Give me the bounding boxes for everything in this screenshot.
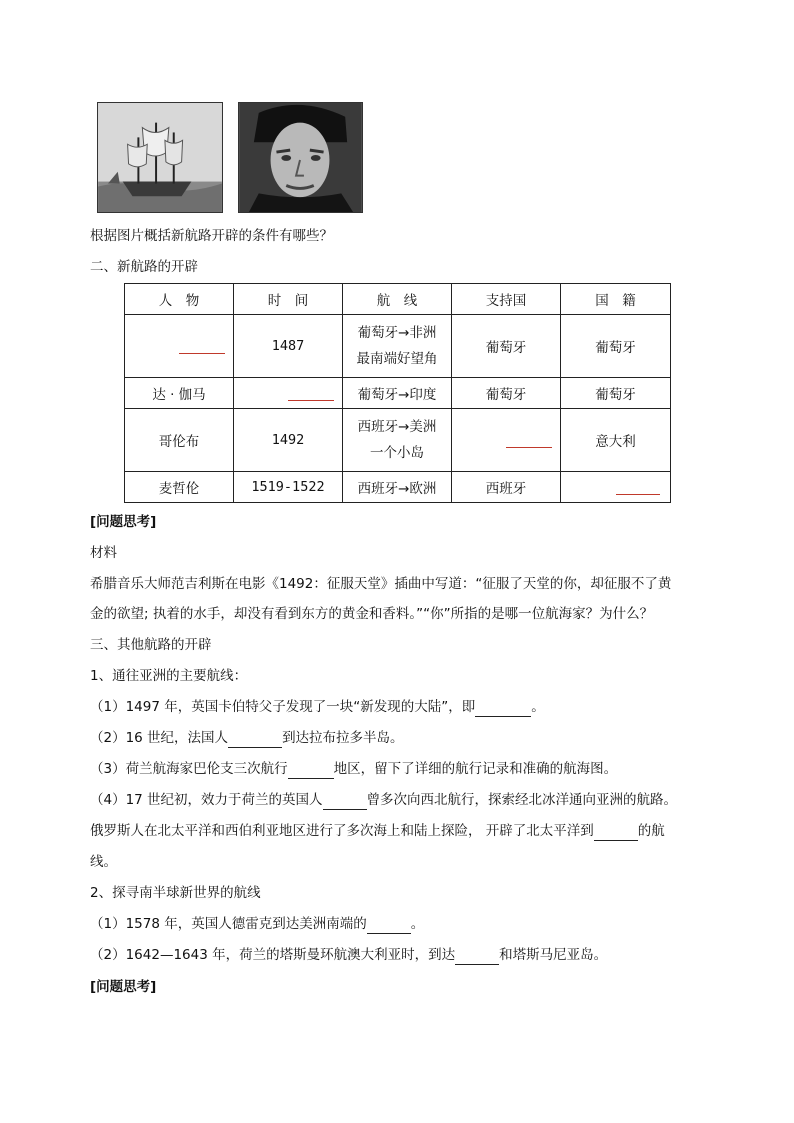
header-time: 时 间 [234,284,343,315]
item-barents: （3）荷兰航海家巴伦支三次航行 地区，留下了详细的航行记录和准确的航海图。 [90,761,618,777]
navigators-table [124,283,671,503]
portrait-image [239,103,362,212]
route-cell: 西班牙→欧洲 [343,472,452,503]
answer-blank[interactable] [288,764,334,779]
answer-blank[interactable] [594,826,638,841]
item-french: （2）16 世纪，法国人 到达拉布拉多半岛。 [90,730,404,746]
table-header-row [125,284,671,315]
table-row [125,315,671,378]
ship-image [97,102,223,213]
table-row [125,378,671,409]
person-cell: 麦哲伦 [125,472,234,503]
item-cabot: （1）1497 年，英国卡伯特父子发现了一块“新发现的大陆”，即 。 [90,699,545,715]
supporter-cell: 西班牙 [452,472,561,503]
item-drake: （1）1578 年，英国人德雷克到达美洲南端的 。 [90,916,425,932]
portrait-image [238,102,363,213]
section-title-other-routes: 三、其他航路的开辟 [90,637,212,653]
answer-blank[interactable] [616,484,660,495]
nationality-cell: 意大利 [561,409,671,472]
table-row [125,472,671,503]
material-text-2: 金的欲望; 执着的水手，却没有看到东方的黄金和香料。”“你”所指的是哪一位航海家？为什么？ [90,606,654,622]
question-image-conditions: 根据图片概括新航路开辟的条件有哪些？ [90,228,333,244]
answer-blank[interactable] [228,733,282,748]
header-nationality: 国 籍 [561,284,671,315]
answer-blank[interactable] [455,950,499,965]
supporter-cell: 葡萄牙 [452,315,561,378]
header-supporter: 支持国 [452,284,561,315]
subsection-asia-routes: 1、通往亚洲的主要航线： [90,668,248,684]
answer-blank[interactable] [288,390,334,401]
time-cell: 1519-1522 [234,472,343,503]
nationality-cell: 葡萄牙 [561,315,671,378]
time-cell [234,378,343,409]
table-row [125,409,671,472]
nationality-cell: 葡萄牙 [561,378,671,409]
supporter-cell [452,409,561,472]
route-cell: 西班牙→美洲 一个小岛 [343,409,452,472]
answer-blank[interactable] [323,795,367,810]
material-text-1: 希腊音乐大师范吉利斯在电影《1492：征服天堂》插曲中写道：“征服了天堂的你，却征服不了黄 [90,576,672,592]
think-title-2: [问题思考] [90,979,157,995]
item-russia-cont: 线。 [90,854,117,870]
think-title: [问题思考] [90,514,157,530]
section-title-new-routes: 二、新航路的开辟 [90,259,198,275]
person-cell: 达 · 伽马 [125,378,234,409]
answer-blank[interactable] [475,702,531,717]
caravel-ship-image [98,103,222,212]
item-hudson: （4）17 世纪初，效力于荷兰的英国人 曾多次向西北航行，探索经北冰洋通向亚洲的航路。 [90,792,678,808]
item-tasman: （2）1642—1643 年，荷兰的塔斯曼环航澳大利亚时，到达 和塔斯马尼亚岛。 [90,947,608,963]
subsection-south-routes: 2、探寻南半球新世界的航线 [90,885,261,901]
material-label: 材料 [90,545,117,561]
item-russia: 俄罗斯人在北太平洋和西伯利亚地区进行了多次海上和陆上探险， 开辟了北太平洋到 的航 [90,823,665,839]
supporter-cell: 葡萄牙 [452,378,561,409]
answer-blank[interactable] [367,919,411,934]
header-person: 人 物 [125,284,234,315]
route-cell: 葡萄牙→印度 [343,378,452,409]
answer-blank[interactable] [506,437,552,448]
person-cell: 哥伦布 [125,409,234,472]
answer-blank[interactable] [179,343,225,354]
time-cell: 1492 [234,409,343,472]
route-cell: 葡萄牙→非洲 最南端好望角 [343,315,452,378]
time-cell: 1487 [234,315,343,378]
person-cell [125,315,234,378]
header-route: 航 线 [343,284,452,315]
nationality-cell [561,472,671,503]
